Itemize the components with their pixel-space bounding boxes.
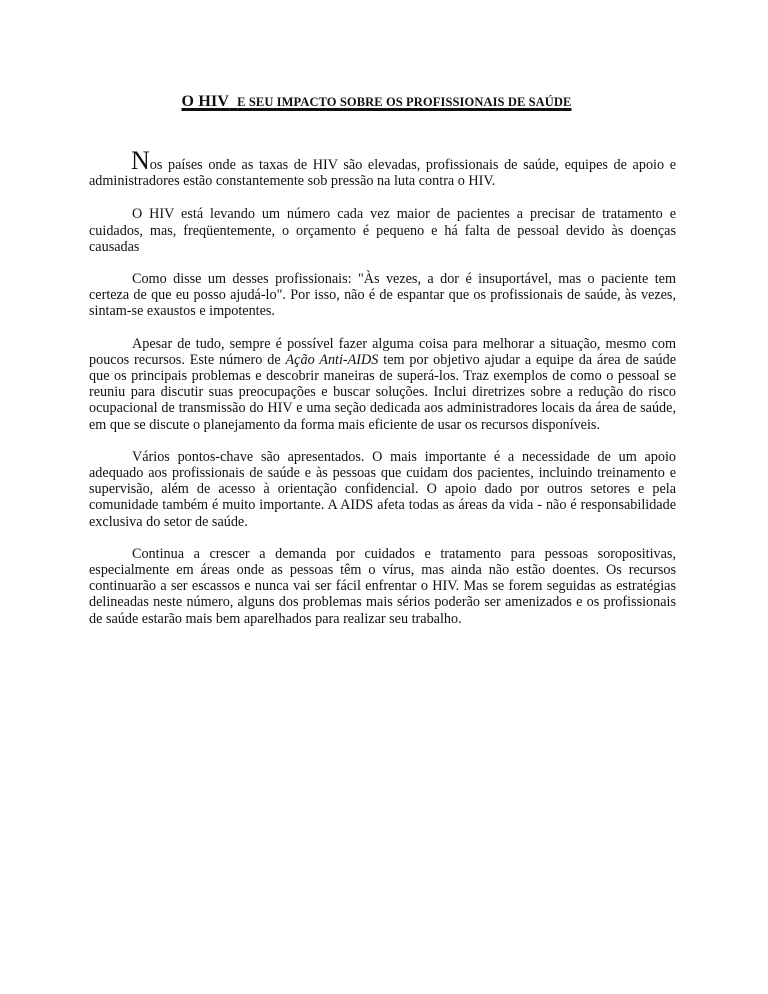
paragraph-4: [89, 336, 676, 433]
title-first-word: O HIV: [181, 93, 230, 110]
drop-cap: N: [131, 146, 150, 175]
title-rest: E SEU IMPACTO SOBRE OS PROFISSIONAIS DE SAÚDE: [237, 95, 572, 109]
paragraph-5: Vários pontos-chave são apresentados. O mais importante é a necessidade de um apoio adequado aos profissionais de saúde e às pessoas que cuidam dos pacientes, incluindo treinamento e supervisão, além de acesso à orientação confidencial. O apoio dado por outros setores e pela comunidade também é muito importante. A AIDS afeta todas as áreas da vida - não é responsabilidade exclusiva do setor de saúde.: [89, 448, 676, 530]
document-page: [89, 84, 676, 643]
publication-name: Ação Anti-AIDS: [285, 351, 379, 368]
paragraph-4-before: Apesar de tudo, sempre é possível fazer alguma coisa para melhorar a situação, mesmo com poucos recursos. Este número de: [89, 335, 676, 368]
paragraph-4-after: tem por objetivo ajudar a equipe da área de saúde que os principais problemas e descobrir maneiras de superá-los. Traz exemplos de como o pessoal se reuniu para discutir suas preocupações e buscar soluções. Inclui diretrizes sobre a redução do risco ocupacional de transmissão do HIV e uma seção dedicada aos administradores locais da área de saúde, em que se discute o planejamento da forma mais eficiente de usar os recursos disponíveis.: [89, 351, 677, 433]
paragraph-2: O HIV está levando um número cada vez maior de pacientes a precisar de tratamento e cuidados, mas, freqüentemente, o orçamento é pequeno e há falta de pessoal devido às doenças causadas: [89, 206, 676, 255]
paragraph-6: Continua a crescer a demanda por cuidados e tratamento para pessoas soropositivas, especialmente em áreas onde as pessoas têm o vírus, mas ainda não estão doentes. Os recursos continuarão a ser escassos e nunca vai ser fácil enfrentar o HIV. Mas se forem seguidas as estratégias delineadas neste número, alguns dos problemas mais sérios poderão ser amenizados e os profissionais de saúde estarão mais bem aparelhados para realizar seu trabalho.: [89, 545, 676, 627]
document-title: [89, 84, 676, 113]
paragraph-1: [89, 146, 676, 190]
paragraph-1-text: os países onde as taxas de HIV são elevadas, profissionais de saúde, equipes de apoio e administradores estão constantemente sob pressão na luta contra o HIV.: [89, 157, 676, 190]
paragraph-3: Como disse um desses profissionais: "Às vezes, a dor é insuportável, mas o paciente tem certeza de que eu posso ajudá-lo". Por isso, não é de espantar que os profissionais de saúde, às vezes, sintam-se exaustos e impotentes.: [89, 271, 676, 320]
